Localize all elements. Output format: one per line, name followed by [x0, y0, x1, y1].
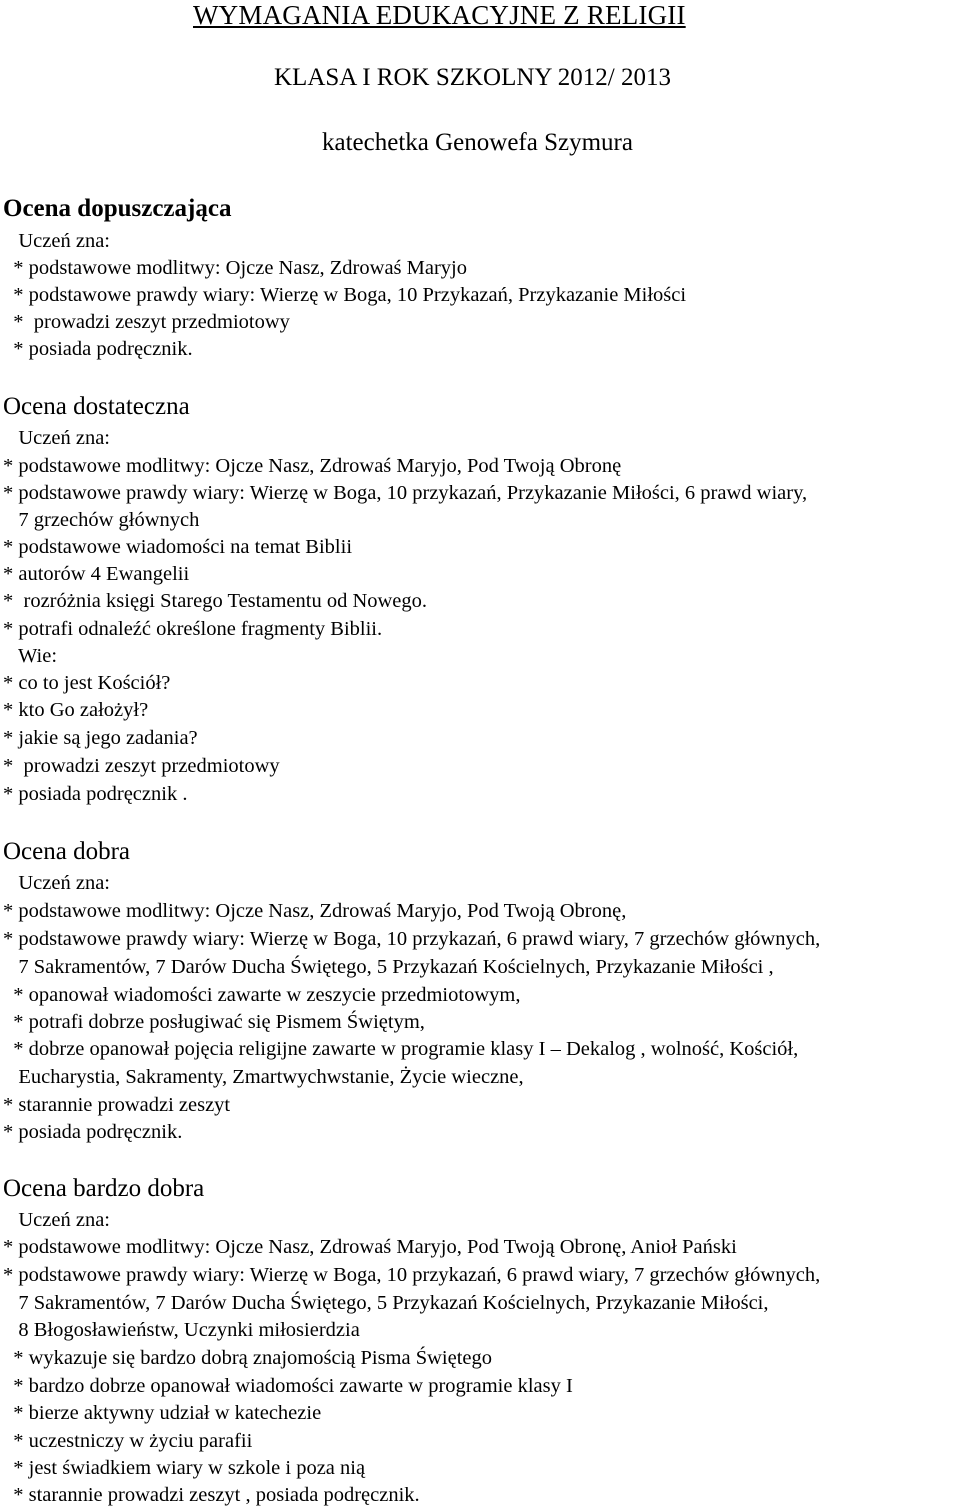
section-line: * opanował wiadomości zawarte w zeszycie przedmiotowym,: [3, 984, 521, 1006]
section-line: * posiada podręcznik .: [3, 783, 188, 805]
section-line: * potrafi dobrze posługiwać się Pismem Świętym,: [3, 1011, 425, 1033]
section-line: * prowadzi zeszyt przedmiotowy: [3, 311, 290, 333]
section-line: * bierze aktywny udział w katechezie: [3, 1402, 322, 1424]
section-line: * podstawowe wiadomości na temat Biblii: [3, 536, 353, 558]
section-heading-dopuszczajaca: Ocena dopuszczająca: [3, 195, 232, 222]
section-line: * podstawowe modlitwy: Ojcze Nasz, Zdrowaś Maryjo, Pod Twoją Obronę: [3, 455, 622, 477]
teacher-name: katechetka Genowefa Szymura: [322, 129, 633, 156]
section-line: * podstawowe prawdy wiary: Wierzę w Boga, 10 przykazań, Przykazanie Miłości, 6 prawd wiary,: [3, 482, 808, 504]
section-heading-bardzo-dobra: Ocena bardzo dobra: [3, 1175, 205, 1202]
section-line: * posiada podręcznik.: [3, 1121, 183, 1143]
section-line: * potrafi odnaleźć określone fragmenty Biblii.: [3, 618, 383, 640]
section-line: * starannie prowadzi zeszyt: [3, 1094, 231, 1116]
section-line: * prowadzi zeszyt przedmiotowy: [3, 755, 280, 777]
section-line: * co to jest Kościół?: [3, 672, 171, 694]
section-line: Eucharystia, Sakramenty, Zmartwychwstanie, Życie wieczne,: [3, 1066, 524, 1088]
section-line: * podstawowe prawdy wiary: Wierzę w Boga, 10 Przykazań, Przykazanie Miłości: [3, 284, 687, 306]
section-line: * posiada podręcznik.: [3, 338, 193, 360]
section-line: Wie:: [3, 645, 58, 667]
section-line: * jest świadkiem wiary w szkole i poza nią: [3, 1457, 366, 1479]
section-line: * podstawowe modlitwy: Ojcze Nasz, Zdrowaś Maryjo, Pod Twoją Obronę, Anioł Pański: [3, 1236, 737, 1258]
section-line: * dobrze opanował pojęcia religijne zawarte w programie klasy I – Dekalog , wolność, Kościół,: [3, 1038, 799, 1060]
section-line: 7 grzechów głównych: [3, 509, 200, 531]
section-heading-dostateczna: Ocena dostateczna: [3, 393, 190, 420]
section-line: * podstawowe modlitwy: Ojcze Nasz, Zdrowaś Maryjo: [3, 257, 467, 279]
section-line: Uczeń zna:: [3, 872, 110, 894]
section-line: Uczeń zna:: [3, 230, 110, 252]
class-year-subtitle: KLASA I ROK SZKOLNY 2012/ 2013: [274, 64, 671, 91]
section-line: * autorów 4 Ewangelii: [3, 563, 190, 585]
section-line: 8 Błogosławieństw, Uczynki miłosierdzia: [3, 1319, 360, 1341]
section-line: Uczeń zna:: [3, 427, 110, 449]
section-line: * rozróżnia księgi Starego Testamentu od Nowego.: [3, 590, 428, 612]
section-heading-dobra: Ocena dobra: [3, 838, 131, 865]
section-line: * starannie prowadzi zeszyt , posiada podręcznik.: [3, 1484, 420, 1506]
section-line: 7 Sakramentów, 7 Darów Ducha Świętego, 5 Przykazań Kościelnych, Przykazanie Miłości ,: [3, 956, 774, 978]
section-line: * bardzo dobrze opanował wiadomości zawarte w programie klasy I: [3, 1375, 573, 1397]
section-line: * wykazuje się bardzo dobrą znajomością Pisma Świętego: [3, 1347, 493, 1369]
section-line: * podstawowe prawdy wiary: Wierzę w Boga, 10 przykazań, 6 prawd wiary, 7 grzechów głównych,: [3, 1264, 821, 1286]
section-line: * podstawowe prawdy wiary: Wierzę w Boga, 10 przykazań, 6 prawd wiary, 7 grzechów głównych,: [3, 928, 821, 950]
section-line: * uczestniczy w życiu parafii: [3, 1430, 253, 1452]
document-title: WYMAGANIA EDUKACYJNE Z RELIGII: [193, 0, 686, 30]
section-line: * kto Go założył?: [3, 699, 149, 721]
section-line: 7 Sakramentów, 7 Darów Ducha Świętego, 5 Przykazań Kościelnych, Przykazanie Miłości,: [3, 1292, 769, 1314]
section-line: * podstawowe modlitwy: Ojcze Nasz, Zdrowaś Maryjo, Pod Twoją Obronę,: [3, 900, 627, 922]
section-line: Uczeń zna:: [3, 1209, 110, 1231]
section-line: * jakie są jego zadania?: [3, 727, 198, 749]
